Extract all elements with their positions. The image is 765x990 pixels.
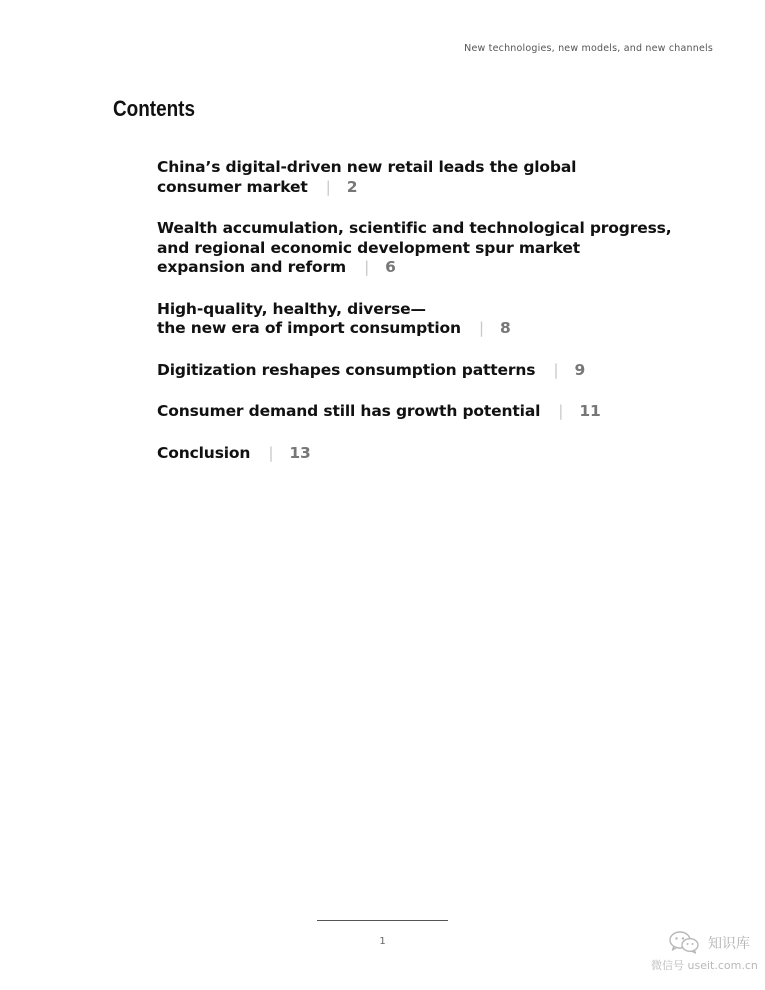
- toc-entry-title-line: [157, 361, 627, 381]
- toc-entry-title-line: [157, 258, 627, 278]
- toc-entry-title-line-text: Digitization reshapes consumption patterns: [157, 360, 536, 379]
- wechat-icon: [668, 930, 700, 954]
- toc-page-number: 9: [574, 360, 586, 379]
- footer-page-number: 1: [379, 936, 386, 947]
- toc-entry-title-line: [157, 178, 627, 198]
- running-header: New technologies, new models, and new channels: [464, 43, 713, 54]
- watermark-account: 微信号 useit.com.cn: [651, 959, 758, 972]
- toc-separator: |: [268, 443, 274, 462]
- toc-separator: |: [478, 319, 484, 337]
- toc-entry-import-consumption[interactable]: [157, 300, 627, 339]
- toc-entry-title-line: and regional economic development spur market: [157, 238, 580, 257]
- toc-page-number: 6: [385, 258, 396, 276]
- toc-entry-title-line-text: consumer market: [157, 177, 308, 196]
- watermark-brand: 知识库: [708, 936, 750, 952]
- toc-entry-title-line: [157, 444, 627, 464]
- toc-page-number: 13: [289, 443, 311, 462]
- contents-title: Contents: [113, 96, 195, 121]
- toc-entry-consumer-demand[interactable]: [157, 402, 627, 422]
- toc-page-number: 11: [579, 402, 601, 420]
- toc-separator: |: [325, 177, 331, 196]
- toc-entry-title-line-text: expansion and reform: [157, 258, 347, 276]
- toc-separator: |: [364, 258, 370, 276]
- watermark: [648, 930, 760, 974]
- toc-separator: |: [558, 402, 564, 420]
- toc-entry-digitization[interactable]: [157, 361, 627, 381]
- toc-entry-wealth-accumulation[interactable]: [157, 219, 672, 278]
- toc-entry-title-line-text: Conclusion: [157, 443, 251, 462]
- toc-separator: |: [553, 360, 559, 379]
- toc-entry-title-line: [157, 319, 627, 339]
- toc-entry-conclusion[interactable]: [157, 444, 627, 464]
- toc-entry-title-line-text: Consumer demand still has growth potential: [157, 402, 541, 420]
- toc-entry-title-line: Wealth accumulation, scientific and technological progress,: [157, 219, 672, 237]
- table-of-contents: [157, 158, 672, 485]
- toc-entry-title-line-text: the new era of import consumption: [157, 319, 461, 337]
- toc-entry-title-line: High-quality, healthy, diverse—: [157, 299, 426, 318]
- toc-entry-new-retail[interactable]: [157, 158, 627, 197]
- toc-page-number: 2: [346, 177, 358, 196]
- footer-rule: [317, 920, 448, 921]
- toc-entry-title-line: China’s digital-driven new retail leads the global: [157, 158, 577, 176]
- toc-entry-title-line: [157, 402, 627, 422]
- toc-page-number: 8: [500, 319, 511, 337]
